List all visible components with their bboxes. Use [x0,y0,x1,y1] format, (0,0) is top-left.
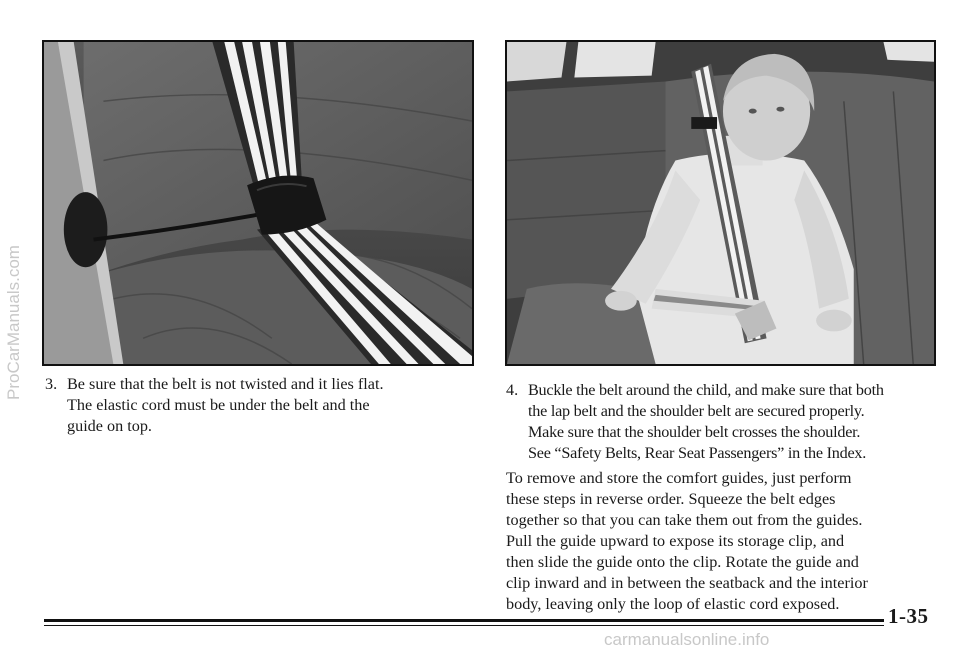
step-3-line: Be sure that the belt is not twisted and it lies flat. [67,375,384,393]
step-3-text [67,374,384,437]
step-4-line: See “Safety Belts, Rear Seat Passengers” in the Index. [528,444,867,462]
removal-instructions-paragraph [506,468,936,615]
step-3-line: guide on top. [67,417,152,435]
step-3-number: 3. [45,375,58,393]
step-4-number: 4. [506,381,519,399]
paragraph-line: To remove and store the comfort guides, just perform [506,469,852,487]
paragraph-line: body, leaving only the loop of elastic cord exposed. [506,595,840,613]
comfort-guide-illustration [42,40,474,366]
step-4-line: the lap belt and the shoulder belt are secured properly. [528,402,865,420]
step-3-line: The elastic cord must be under the belt and the [67,396,370,414]
paragraph-line: together so that you can take them out from the guides. [506,511,863,529]
paragraph-line: Pull the guide upward to expose its storage clip, and [506,532,845,550]
paragraph-line: then slide the guide onto the clip. Rotate the guide and [506,553,859,571]
footer-rule-thin [44,625,884,626]
child-seatbelt-illustration [505,40,936,366]
watermark-bottom: carmanualsonline.info [604,630,770,649]
step-4-line: Make sure that the shoulder belt crosses the shoulder. [528,423,861,441]
paragraph-line: clip inward and in between the seatback and the interior [506,574,868,592]
comfort-guide-drawing [44,42,472,364]
step-4-line: Buckle the belt around the child, and make sure that both [528,381,884,399]
footer-rule-thick [44,619,884,622]
watermark-left: ProCarManuals.com [4,245,23,400]
paragraph-line: these steps in reverse order. Squeeze the belt edges [506,490,836,508]
child-seatbelt-drawing [507,42,934,364]
page-number: 1-35 [888,604,929,628]
step-4-text [528,380,884,464]
